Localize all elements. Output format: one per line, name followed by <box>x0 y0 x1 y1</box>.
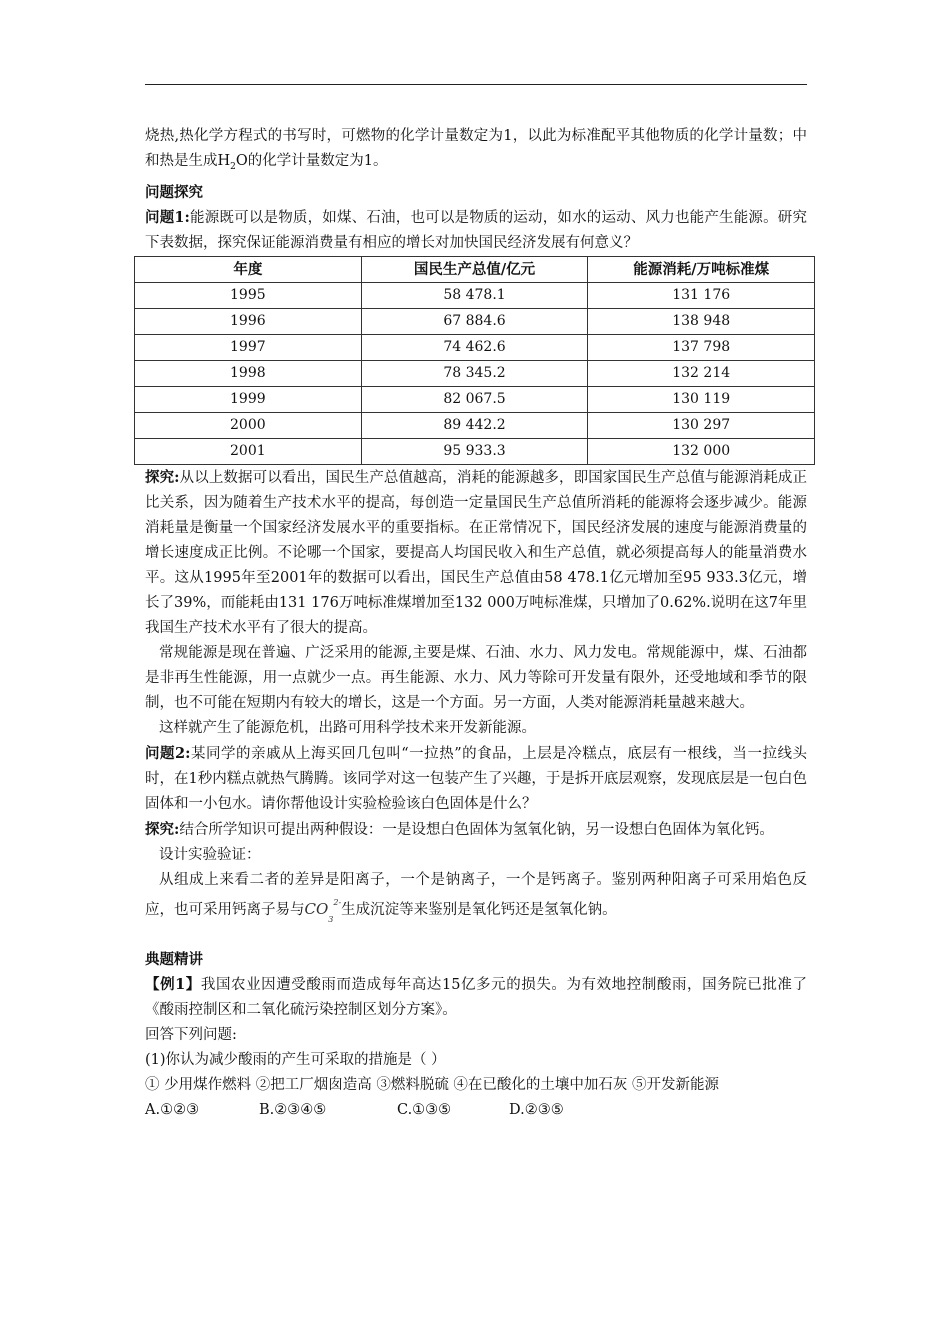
table-header-row <box>135 256 815 282</box>
option-d: D.②③⑤ <box>509 1101 564 1118</box>
option-b: B.②③④⑤ <box>259 1101 327 1118</box>
header-year: 年度 <box>135 256 362 282</box>
section-title-inquiry: 问题探究 <box>145 183 203 201</box>
header-gnp: 国民生产总值/亿元 <box>361 256 588 282</box>
example-1: 【例1】我国农业因遭受酸雨而造成每年高达15亿多元的损失。为有效地控制酸雨，国务院已批准了《酸雨控制区和二氧化硫污染控制区划分方案》。 <box>145 975 808 1018</box>
energy-data-table <box>134 256 815 465</box>
carbonate-formula: $CO_3^{2-}$ <box>304 897 342 924</box>
document-body <box>145 124 807 1123</box>
table-row: 1995 58 478.1 131 176 <box>135 282 815 308</box>
question-1: 问题1:能源既可以是物质，如煤、石油，也可以是物质的运动，如水的运动、风力也能产生能源。研究下表数据，探究保证能源消费量有相应的增长对加快国民经济发展有何意义？ <box>145 208 807 251</box>
option-c: C.①③⑤ <box>397 1101 452 1118</box>
table-row: 2000 89 442.2 130 297 <box>135 412 815 438</box>
intro-paragraph: 烧热,热化学方程式的书写时，可燃物的化学计量数定为1，以此为标准配平其他物质的化学计量数；中和热是生成$H_2O$的化学计量数定为1。 <box>145 128 807 172</box>
comparison-paragraph: 从组成上来看二者的差异是阳离子，一个是钠离子，一个是钙离子。鉴别两种阳离子可采用焰色反应，也可采用钙离子易与$CO_3^{2-}$生成沉淀等来鉴别是氧化钙还是氢氧化钠。 <box>145 871 807 924</box>
answer-options <box>145 1098 807 1123</box>
table-row: 1998 78 345.2 132 214 <box>135 360 815 386</box>
measures-list: ① 少用煤作燃料 ②把工厂烟囱造高 ③燃料脱硫 ④在已酸化的土壤中加石灰 ⑤开发新能源 <box>145 1076 720 1093</box>
option-a: A.①②③ <box>145 1101 200 1118</box>
table-row: 1999 82 067.5 130 119 <box>135 386 815 412</box>
header-energy: 能源消耗/万吨标准煤 <box>588 256 815 282</box>
question-2: 问题2:某同学的亲戚从上海买回几包叫“一拉热”的食品，上层是冷糕点，底层有一根线，当一拉线头时，在1秒内糕点就热气腾腾。该同学对这一包装产生了兴趣，于是拆开底层观察，发现底层是一包白色固体和一小包水。请你帮他设计实验检验该白色固体是什么？ <box>145 744 807 812</box>
question-1-text: (1)你认为减少酸雨的产生可采取的措施是（ ） <box>145 1051 446 1068</box>
conventional-energy-paragraph: 常规能源是现在普遍、广泛采用的能源,主要是煤、石油、水力、风力发电。常规能源中，煤、石油都是非再生性能源，用一点就少一点。再生能源、水力、风力等除可开发量有限外，还受地域和季节的限制，也不可能在短期内有较大的增长，这是一个方面。另一方面，人类对能源消耗量越来越大。 <box>145 644 807 711</box>
design-experiment-paragraph: 设计实验验证： <box>159 846 261 863</box>
header-rule <box>145 84 807 85</box>
table-row: 1997 74 462.6 137 798 <box>135 334 815 360</box>
table-row: 1996 67 884.6 138 948 <box>135 308 815 334</box>
explore-1: 探究:从以上数据可以看出，国民生产总值越高，消耗的能源越多，即国家国民生产总值与能源消耗成正比关系，因为随着生产技术水平的提高，每创造一定量国民生产总值所消耗的能源将会逐步减少。能源消耗量是衡量一个国家经济发展水平的重要指标。在正常情况下，国民经济发展的速度与能源消费量的增长速度成正比例。不论哪一个国家，要提高人均国民收入和生产总值，就必须提高每人的能量消费水平。这从1995年至2001年的数据可以看出，国民生产总值由58 478.1亿元增加至95 933.3亿元，增长了39%，而能耗由131 176万吨标准煤增加至132 000万吨标准煤，只增加了0.62%.说明在这7年里我国生产技术水平有了很大的提高。 <box>145 468 807 636</box>
section-title-examples: 典题精讲 <box>145 950 203 968</box>
table-row: 2001 95 933.3 132 000 <box>135 438 815 464</box>
energy-crisis-paragraph: 这样就产生了能源危机，出路可用科学技术来开发新能源。 <box>159 719 536 736</box>
explore-2: 探究:结合所学知识可提出两种假设：一是设想白色固体为氢氧化钠，另一设想白色固体为氧化钙。 <box>145 820 774 838</box>
answer-prompt: 回答下列问题: <box>145 1026 237 1043</box>
